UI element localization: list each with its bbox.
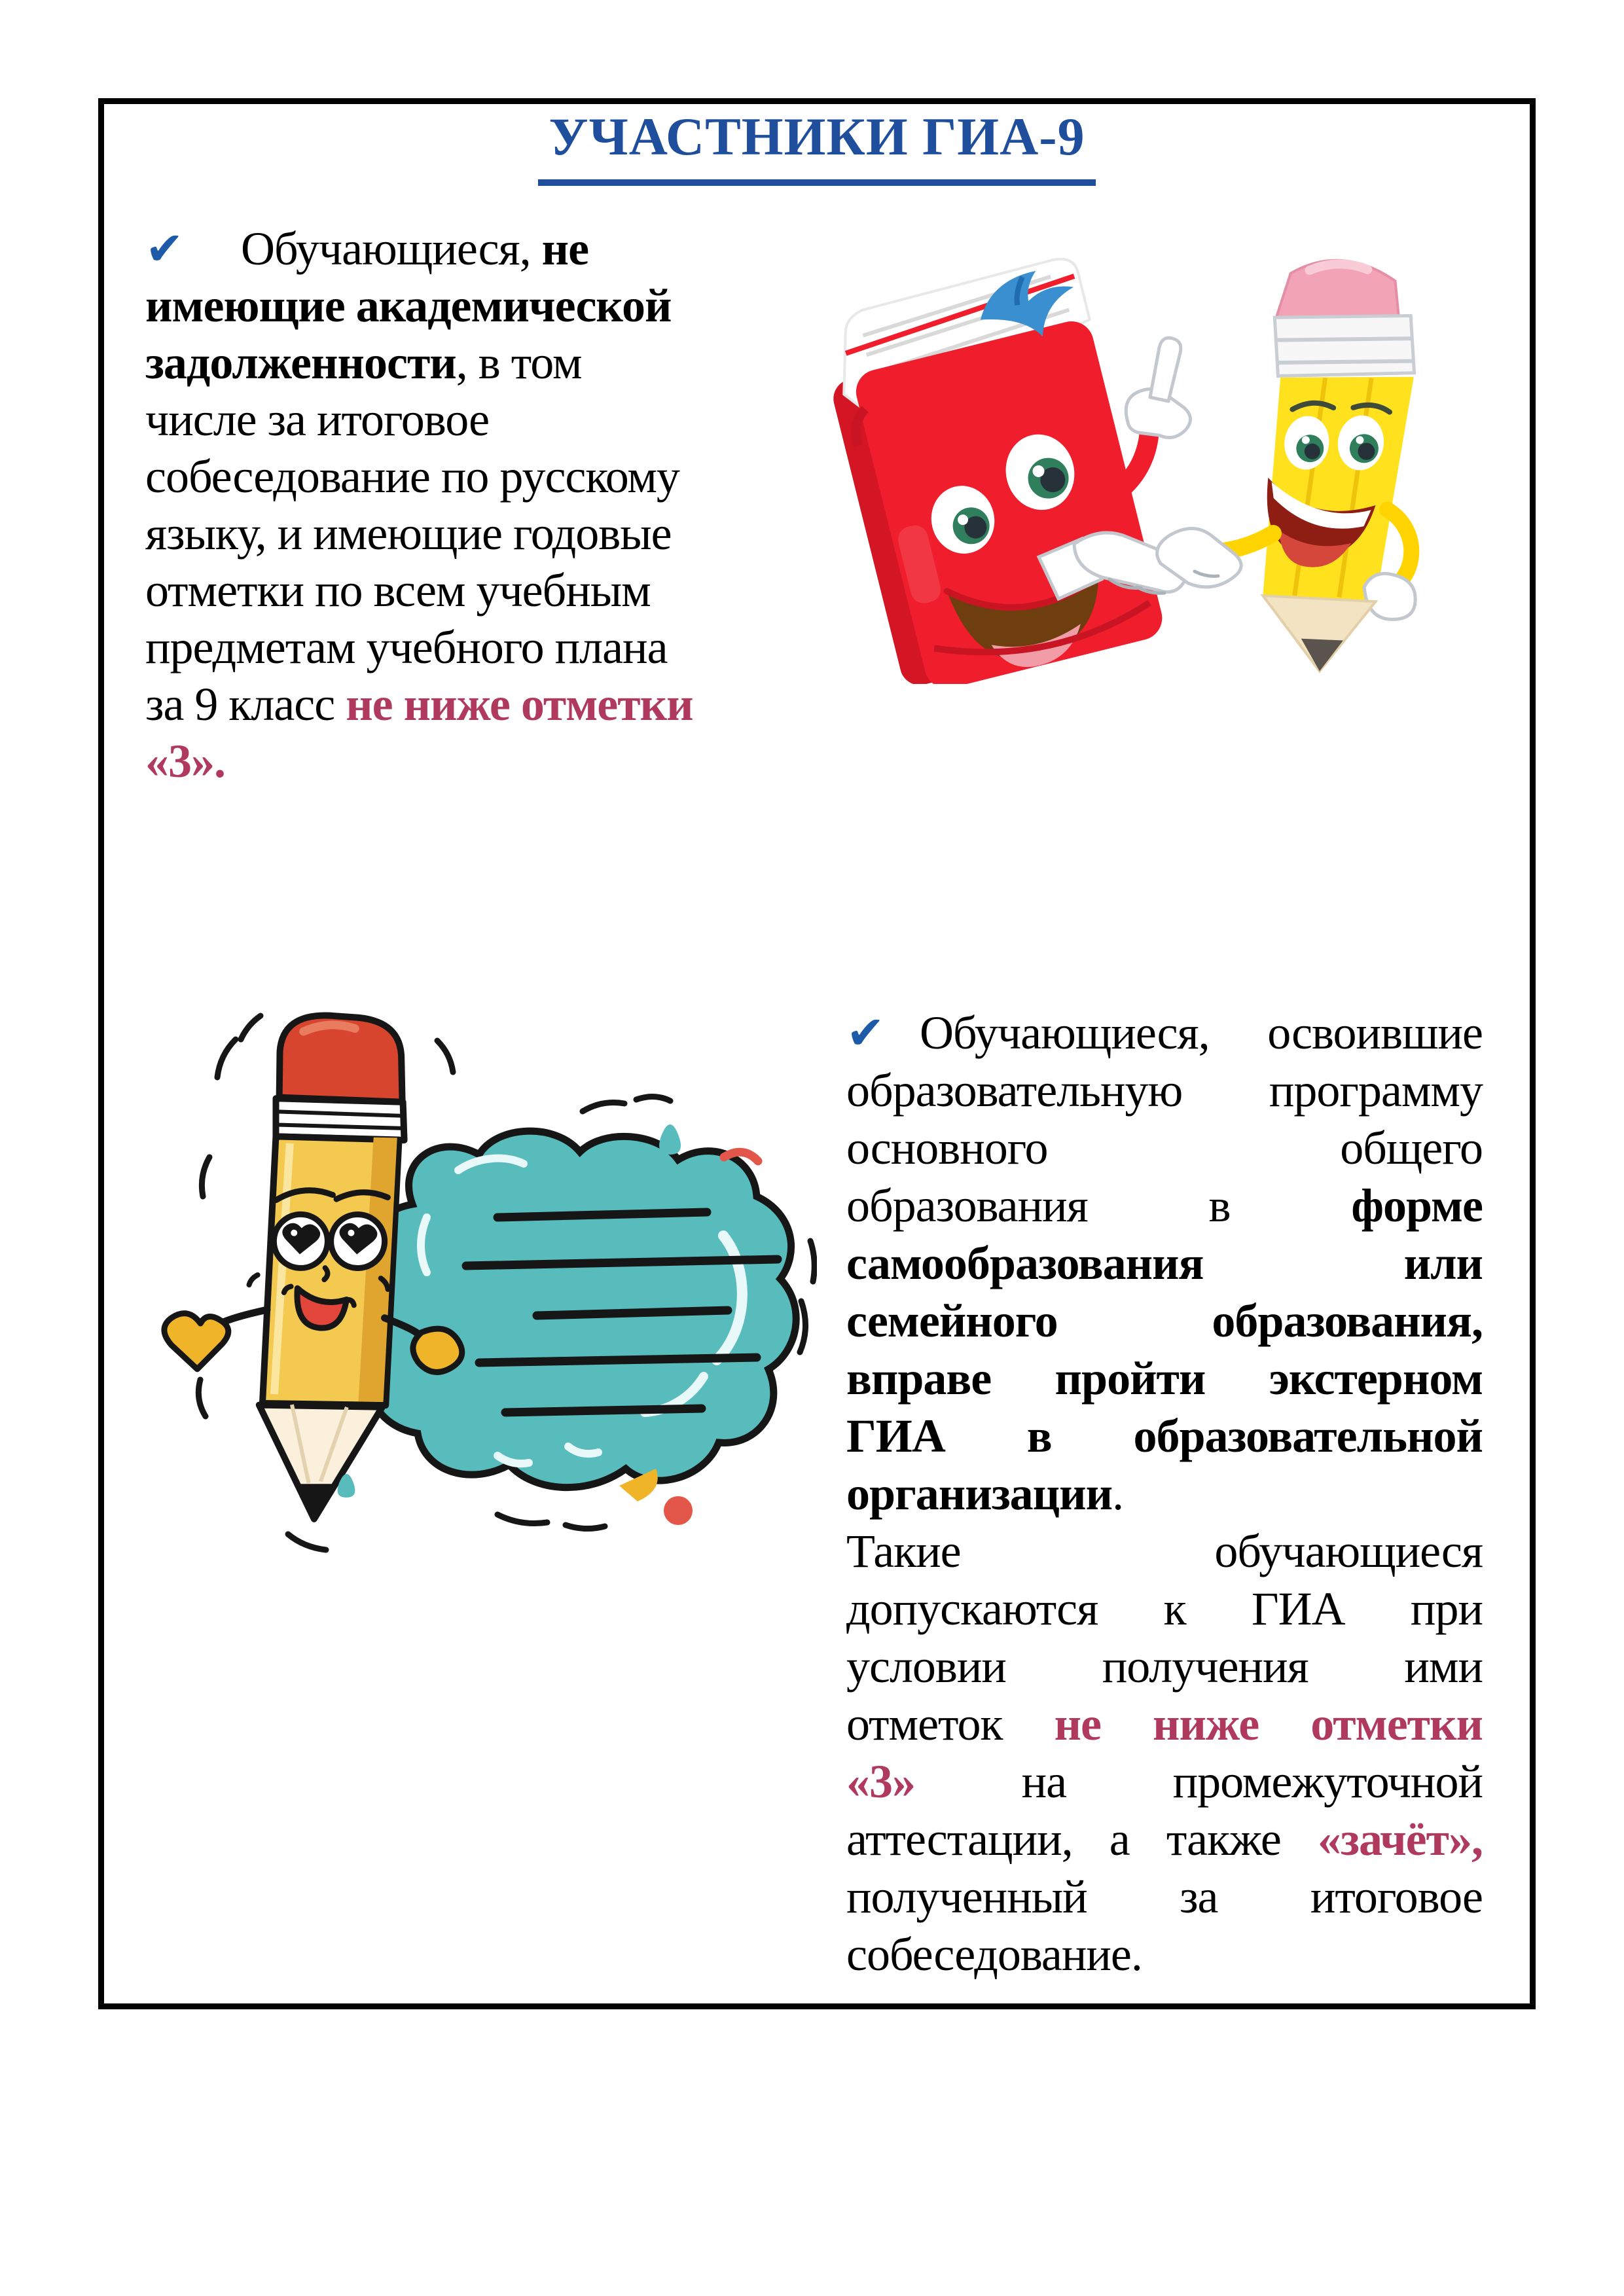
text-segment: Обучающиеся, (241, 223, 542, 275)
text-segment: на промежуточной (915, 1755, 1483, 1808)
text-segment: организации (846, 1467, 1113, 1520)
text-line (145, 562, 766, 619)
text-segment: , в том (456, 336, 582, 389)
text-segment: основного общего (846, 1122, 1483, 1174)
text-line (846, 1350, 1483, 1407)
text-line (846, 1177, 1483, 1234)
text-segment: образования в (846, 1179, 1352, 1232)
text-segment: ГИА в образовательной (846, 1410, 1483, 1462)
text-segment: семейного образования, (846, 1295, 1483, 1347)
text-line (846, 1004, 1483, 1062)
page-title-row (98, 102, 1536, 186)
note-cloud-icon (357, 1131, 796, 1488)
paragraph-extern-students (846, 1004, 1483, 1983)
text-line (846, 1407, 1483, 1465)
text-segment: форме (1351, 1179, 1483, 1232)
text-segment: самообразования или (846, 1237, 1483, 1289)
text-line (846, 1119, 1483, 1177)
text-segment: Такие обучающиеся (846, 1525, 1483, 1577)
text-line (846, 1292, 1483, 1350)
text-line (145, 334, 766, 391)
text-segment: «зачёт», (1318, 1813, 1483, 1865)
text-line (846, 1234, 1483, 1292)
text-line (145, 619, 766, 676)
text-line (846, 1062, 1483, 1119)
text-segment: условии получения ими (846, 1640, 1483, 1693)
checkmark-icon: ✔ (145, 222, 184, 276)
text-segment: не ниже отметки (346, 678, 693, 730)
text-segment: . (1112, 1467, 1124, 1520)
text-line (846, 1868, 1483, 1926)
text-segment: образовательную программу (846, 1064, 1483, 1117)
text-line (145, 505, 766, 562)
text-segment: аттестации, а также (846, 1813, 1318, 1865)
text-line (145, 391, 766, 448)
text-line (846, 1753, 1483, 1810)
text-segment: собеседование. (846, 1928, 1142, 1981)
text-line (145, 733, 766, 790)
doodle-pencil-with-note-cloud-illustration (131, 961, 817, 1566)
text-line (145, 448, 766, 505)
text-segment: Обучающиеся, освоившие (920, 1007, 1483, 1059)
text-line (846, 1580, 1483, 1638)
text-segment: за 9 класс (145, 678, 346, 730)
text-segment: «3». (145, 735, 225, 787)
text-line (846, 1465, 1483, 1522)
text-segment: вправе пройти экстерном (846, 1352, 1483, 1405)
paragraph-no-academic-debt (145, 221, 766, 790)
text-line (846, 1522, 1483, 1580)
text-segment: собеседование по русскому (145, 450, 679, 503)
page-title: УЧАСТНИКИ ГИА-9 (538, 102, 1095, 186)
text-line (145, 221, 766, 278)
text-segment: полученный за итоговое (846, 1871, 1483, 1923)
text-line (846, 1638, 1483, 1695)
book-and-pencil-handshake-illustration (828, 226, 1460, 684)
text-line (145, 278, 766, 334)
text-segment: задолженности (145, 336, 456, 389)
text-segment: имеющие академической (145, 279, 672, 332)
text-segment: допускаются к ГИА при (846, 1583, 1483, 1635)
text-segment: отметок (846, 1698, 1055, 1750)
text-segment: не ниже отметки (1054, 1698, 1483, 1750)
text-segment: предметам учебного плана (145, 621, 668, 673)
text-segment: отметки по всем учебным (145, 564, 651, 617)
pencil-character-icon (1233, 253, 1456, 682)
text-line (846, 1810, 1483, 1868)
text-segment: не (541, 223, 589, 275)
text-line (145, 676, 766, 733)
book-character-icon (828, 255, 1168, 684)
text-segment: «3» (846, 1755, 915, 1808)
checkmark-icon: ✔ (846, 1006, 885, 1060)
text-segment: числе за итоговое (145, 393, 490, 446)
text-segment: языку, и имеющие годовые (145, 507, 672, 560)
text-line (846, 1926, 1483, 1983)
pointing-glove-icon (1126, 338, 1190, 437)
text-line (846, 1695, 1483, 1753)
